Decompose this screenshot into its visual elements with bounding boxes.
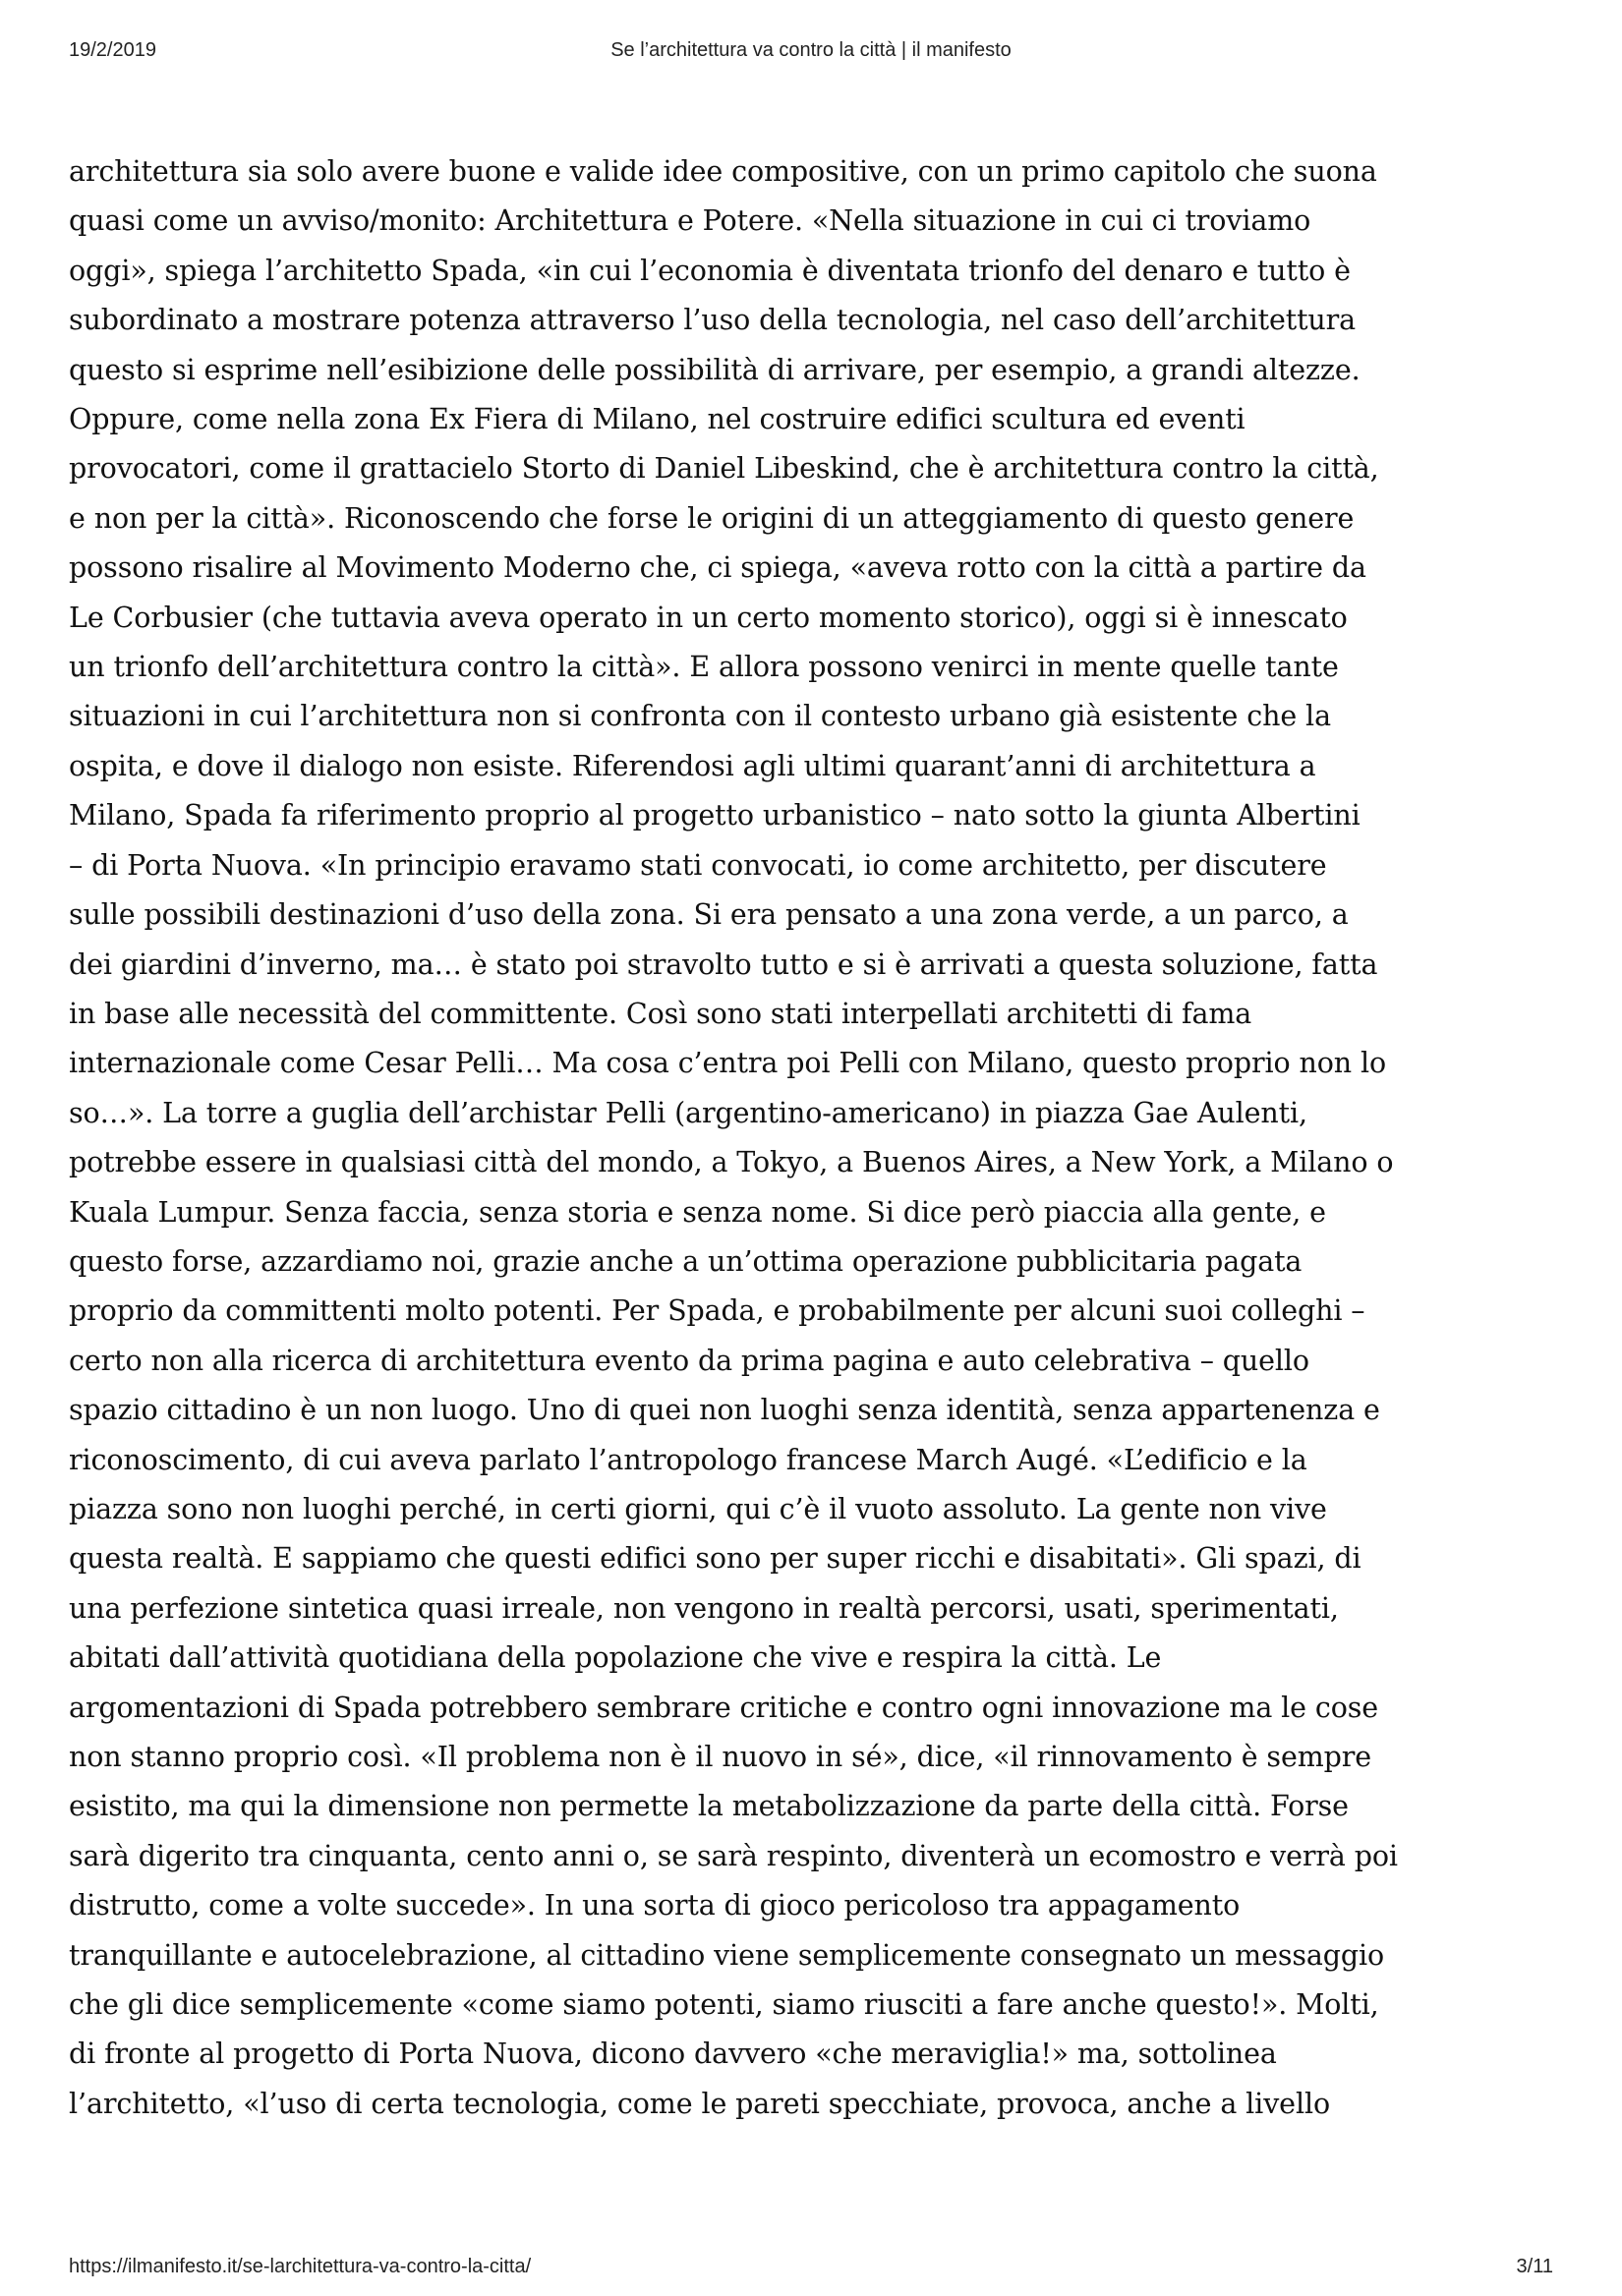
article-text-line: so…». La torre a guglia dell’archistar Pelli (argentino-americano) in piazza Gae Aulenti, bbox=[69, 1096, 1307, 1129]
article-text-line: una perfezione sintetica quasi irreale, non vengono in realtà percorsi, usati, sperimentati, bbox=[69, 1591, 1339, 1625]
article-text-line: certo non alla ricerca di architettura evento da prima pagina e auto celebrativa – quello bbox=[69, 1344, 1309, 1377]
article-text-line: piazza sono non luoghi perché, in certi giorni, qui c’è il vuoto assoluto. La gente non vive bbox=[69, 1492, 1327, 1525]
article-text-line: che gli dice semplicemente «come siamo potenti, siamo riusciti a fare anche questo!». Molti, bbox=[69, 1988, 1379, 2022]
article-text-line: abitati dall’attività quotidiana della popolazione che vive e respira la città. Le bbox=[69, 1641, 1162, 1675]
print-header bbox=[69, 39, 1553, 69]
article-text-line: provocatori, come il grattacielo Storto di Daniel Libeskind, che è architettura contro la città, bbox=[69, 452, 1379, 486]
article-text-line: proprio da committenti molto potenti. Per Spada, e probabilmente per alcuni suoi colleghi – bbox=[69, 1294, 1365, 1328]
article-text-line: ospita, e dove il dialogo non esiste. Riferendosi agli ultimi quarant’anni di architettura a bbox=[69, 749, 1316, 782]
print-date: 19/2/2019 bbox=[69, 39, 156, 61]
article-text-line: in base alle necessità del committente. Così sono stati interpellati architetti di fama bbox=[69, 997, 1252, 1030]
article-text-line: l’architetto, «l’uso di certa tecnologia, come le pareti specchiate, provoca, anche a livello bbox=[69, 2087, 1331, 2120]
article-text-line: dei giardini d’inverno, ma… è stato poi stravolto tutto e si è arrivati a questa soluzione, fatta bbox=[69, 947, 1378, 981]
article-text-line: non stanno proprio così. «Il problema non è il nuovo in sé», dice, «il rinnovamento è sempre bbox=[69, 1741, 1372, 1773]
article-text-line: e non per la città». Riconoscendo che forse le origini di un atteggiamento di questo genere bbox=[69, 501, 1355, 535]
article-text-line: questo forse, azzardiamo noi, grazie anche a un’ottima operazione pubblicitaria pagata bbox=[69, 1244, 1303, 1278]
page-title: Se l’architettura va contro la città | il manifesto bbox=[610, 39, 1012, 61]
article-text-line: – di Porta Nuova. «In principio eravamo stati convocati, io come architetto, per discutere bbox=[69, 848, 1327, 882]
article-text-line: sulle possibili destinazioni d’uso della zona. Si era pensato a una zona verde, a un parco, a bbox=[69, 898, 1349, 932]
article-text-line: distrutto, come a volte succede». In una sorta di gioco pericoloso tra appagamento bbox=[69, 1889, 1241, 1923]
article-text-line: internazionale come Cesar Pelli… Ma cosa c’entra poi Pelli con Milano, questo proprio non lo bbox=[69, 1047, 1387, 1080]
article-text-line: Milano, Spada fa riferimento proprio al progetto urbanistico – nato sotto la giunta Albertini bbox=[69, 799, 1361, 832]
article-text-line: potrebbe essere in qualsiasi città del mondo, a Tokyo, a Buenos Aires, a New York, a Milano o bbox=[69, 1146, 1394, 1179]
article-text-line: questo si esprime nell’esibizione delle possibilità di arrivare, per esempio, a grandi altezze. bbox=[69, 353, 1361, 386]
article-text-line: quasi come un avviso/monito: Architettura e Potere. «Nella situazione in cui ci troviamo bbox=[69, 204, 1311, 238]
article-text-line: spazio cittadino è un non luogo. Uno di quei non luoghi senza identità, senza appartenenza e bbox=[69, 1394, 1380, 1427]
article-text-line: oggi», spiega l’architetto Spada, «in cui l’economia è diventata trionfo del denaro e tutto è bbox=[69, 254, 1351, 287]
article-text-line: di fronte al progetto di Porta Nuova, dicono davvero «che meraviglia!» ma, sottolinea bbox=[69, 2038, 1277, 2071]
article-text-line: Oppure, come nella zona Ex Fiera di Milano, nel costruire edifici scultura ed eventi bbox=[69, 403, 1245, 436]
page-number: 3/11 bbox=[1516, 2256, 1553, 2277]
article-text-line: subordinato a mostrare potenza attraverso l’uso della tecnologia, nel caso dell’architettura bbox=[69, 304, 1357, 337]
article-text-line: questa realtà. E sappiamo che questi edifici sono per super ricchi e disabitati». Gli spazi, di bbox=[69, 1542, 1361, 1576]
page-url: https://ilmanifesto.it/se-larchitettura-va-contro-la-citta/ bbox=[69, 2256, 532, 2277]
article-body bbox=[69, 147, 1563, 2129]
article-text-line: un trionfo dell’architettura contro la città». E allora possono venirci in mente quelle tante bbox=[69, 651, 1339, 684]
article-text-line: possono risalire al Movimento Moderno che, ci spiega, «aveva rotto con la città a partire da bbox=[69, 551, 1366, 585]
article-text-line: tranquillante e autocelebrazione, al cittadino viene semplicemente consegnato un messaggio bbox=[69, 1938, 1385, 1972]
article-text-line: sarà digerito tra cinquanta, cento anni o, se sarà respinto, diventerà un ecomostro e verrà poi bbox=[69, 1839, 1398, 1872]
article-text-line: esistito, ma qui la dimensione non permette la metabolizzazione da parte della città. Forse bbox=[69, 1790, 1349, 1823]
article-text-line: situazioni in cui l’architettura non si confronta con il contesto urbano già esistente che la bbox=[69, 700, 1331, 733]
article-text-line: argomentazioni di Spada potrebbero sembrare critiche e contro ogni innovazione ma le cose bbox=[69, 1691, 1379, 1724]
article-text-line: Le Corbusier (che tuttavia aveva operato in un certo momento storico), oggi si è innescato bbox=[69, 601, 1348, 634]
print-footer bbox=[69, 2256, 1553, 2285]
article-text-line: riconoscimento, di cui aveva parlato l’antropologo francese March Augé. «L’edificio e la bbox=[69, 1443, 1307, 1476]
article-text-line: architettura sia solo avere buone e valide idee compositive, con un primo capitolo che suona bbox=[69, 155, 1377, 188]
article-text-line: Kuala Lumpur. Senza faccia, senza storia e senza nome. Si dice però piaccia alla gente, e bbox=[69, 1195, 1326, 1229]
